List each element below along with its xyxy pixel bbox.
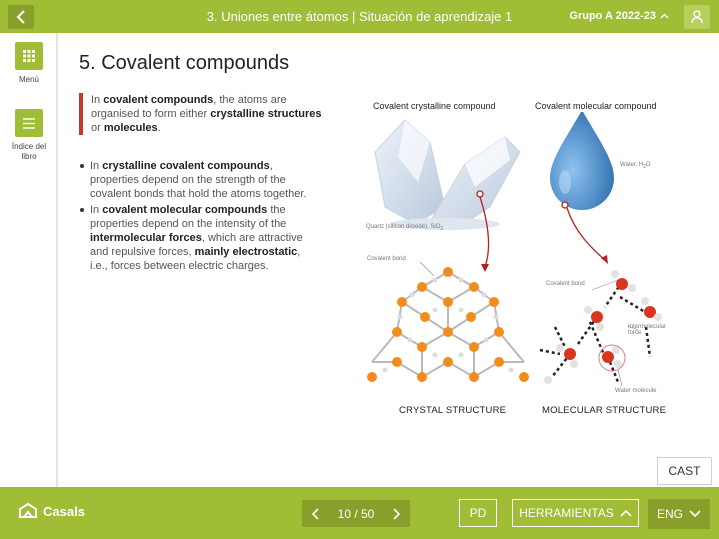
user-button[interactable] bbox=[684, 5, 710, 29]
bullet-list bbox=[79, 159, 314, 275]
pd-button[interactable] bbox=[459, 499, 497, 527]
covalent-bond-label-left: Covalent bond bbox=[367, 256, 406, 262]
language-selector[interactable] bbox=[648, 499, 710, 529]
tools-label: HERRAMIENTAS bbox=[519, 506, 614, 520]
intermolecular-force-label: Intermolecular force bbox=[628, 324, 667, 336]
unit-title: 3. Uniones entre átomos | Situación de aprendizaje 1 bbox=[206, 9, 513, 24]
water-drop-image bbox=[550, 112, 614, 210]
language-label: ENG bbox=[656, 507, 683, 521]
bottom-bar bbox=[0, 487, 719, 539]
bullet-bold: intermolecular forces bbox=[90, 232, 202, 244]
callout-bold: crystalline structures bbox=[210, 108, 322, 120]
page-title: 5. Covalent compounds bbox=[79, 52, 290, 74]
bullet-bold: covalent molecular compounds bbox=[102, 204, 268, 216]
chevron-left-icon bbox=[311, 508, 319, 520]
chevron-left-icon bbox=[16, 10, 26, 24]
water-label bbox=[620, 162, 651, 170]
water-molecule-label: Water molecule bbox=[615, 388, 657, 394]
grid-icon bbox=[23, 50, 35, 62]
water-subscript: 2 bbox=[643, 164, 646, 171]
pd-label: PD bbox=[469, 506, 487, 520]
chevron-up-icon bbox=[620, 509, 632, 517]
callout-text: , the atoms are organised to form either bbox=[91, 94, 287, 120]
callout-bold: covalent compounds bbox=[103, 94, 214, 106]
callout-bold: molecules bbox=[103, 122, 158, 134]
covalent-compounds-illustration bbox=[360, 112, 680, 402]
bullet-text: In bbox=[90, 160, 103, 172]
back-button[interactable] bbox=[8, 5, 34, 29]
book-index-label: Índice del libro bbox=[11, 142, 47, 161]
bullet-text: , which are attractive and repulsive forces, bbox=[90, 232, 303, 258]
bullet-text: In bbox=[90, 204, 103, 216]
user-icon bbox=[691, 10, 703, 24]
callout-text: . bbox=[157, 122, 161, 134]
group-selector[interactable] bbox=[569, 10, 669, 22]
quartz-crystal-image bbox=[375, 120, 520, 233]
logo-text: Casals bbox=[43, 503, 85, 519]
menu-label: Menú bbox=[18, 75, 39, 84]
chevron-up-icon bbox=[660, 13, 669, 19]
book-index-button[interactable] bbox=[15, 109, 43, 137]
bullet-bold: mainly electrostatic bbox=[194, 246, 298, 258]
casals-logo-icon bbox=[19, 503, 37, 519]
list-icon bbox=[23, 118, 35, 129]
quartz-label-text: Quartz (silicon dioxide), SiO bbox=[366, 224, 441, 230]
chevron-right-icon bbox=[393, 508, 401, 520]
water-label-text: Water, H bbox=[620, 162, 644, 168]
callout-text: In bbox=[91, 94, 104, 106]
bullet-text: the properties depend on the intensity of the bbox=[90, 204, 287, 230]
bullet-bold: crystalline covalent compounds bbox=[102, 160, 270, 172]
prev-page-button[interactable] bbox=[302, 500, 328, 527]
quartz-label bbox=[366, 224, 443, 232]
water-o: O bbox=[645, 162, 651, 168]
top-bar bbox=[0, 0, 719, 33]
crystal-structure-caption: CRYSTAL STRUCTURE bbox=[399, 405, 507, 416]
cast-language-button[interactable]: CAST bbox=[657, 457, 712, 485]
covalent-bond-label-right: Covalent bond bbox=[546, 281, 585, 287]
bullet-item bbox=[79, 203, 314, 273]
intro-callout bbox=[79, 93, 329, 135]
quartz-subscript: 2 bbox=[440, 226, 444, 233]
menu-button[interactable] bbox=[15, 42, 43, 70]
casals-logo bbox=[19, 503, 85, 519]
callout-text: or bbox=[91, 122, 104, 134]
bullet-text: , properties depend on the strength of the covalent bonds that hold the atoms together. bbox=[90, 160, 307, 200]
next-page-button[interactable] bbox=[384, 500, 410, 527]
figure-left-title: Covalent crystalline compound bbox=[373, 101, 496, 111]
crystal-lattice-diagram bbox=[367, 267, 529, 382]
group-label: Grupo A 2022-23 bbox=[569, 10, 656, 22]
figure-right-title: Covalent molecular compound bbox=[535, 101, 657, 111]
sidebar bbox=[0, 33, 58, 487]
bullet-item bbox=[79, 159, 314, 201]
chevron-down-icon bbox=[689, 510, 701, 518]
tools-button[interactable] bbox=[512, 499, 639, 527]
molecular-structure-caption: MOLECULAR STRUCTURE bbox=[542, 405, 667, 416]
page-indicator: 10 / 50 bbox=[328, 500, 384, 527]
bullet-text: , i.e., forces between electric charges. bbox=[90, 246, 301, 272]
